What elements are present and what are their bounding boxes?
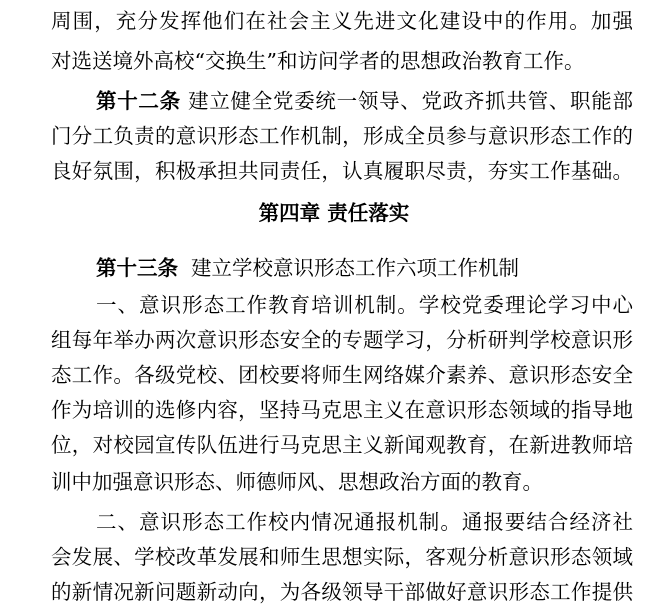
text-line: 二、意识形态工作校内情况通报机制。通报要结合经济社: [96, 510, 633, 534]
text-line: 良好氛围，积极承担共同责任，认真履职尽责，夯实工作基础。: [51, 159, 633, 183]
text-line: 周围，充分发挥他们在社会主义先进文化建设中的作用。加强: [51, 9, 633, 33]
text-line: 组每年举办两次意识形态安全的专题学习，分析研判学校意识形: [51, 328, 633, 352]
text-line: 一、意识形态工作教育培训机制。学校党委理论学习中心: [96, 293, 633, 317]
text-line: 作为培训的选修内容，坚持马克思主义在意识形态领域的指导地: [51, 398, 633, 422]
article-13-line: [96, 256, 633, 280]
text-segment: 建立健全党委统一领导、党政齐抓共管、职能部: [188, 89, 633, 113]
text-segment: 建立学校意识形态工作六项工作机制: [191, 256, 520, 280]
text-line: 位，对校园宣传队伍进行马克思主义新闻观教育，在新进教师培: [51, 433, 633, 457]
article-number: 第十三条: [96, 256, 178, 280]
chapter-heading: 第四章 责任落实: [258, 201, 410, 225]
text-line: 态工作。各级党校、团校要将师生网络媒介素养、意识形态安全: [51, 363, 633, 387]
article-number: 第十二条: [96, 89, 181, 113]
text-line: 对选送境外高校“交换生”和访问学者的思想政治教育工作。: [51, 49, 585, 73]
article-12-line: [96, 89, 633, 113]
text-line: 训中加强意识形态、师德师风、思想政治方面的教育。: [51, 470, 543, 494]
text-line: 的新情况新问题新动向，为各级领导干部做好意识形态工作提供: [51, 580, 633, 604]
text-line: 门分工负责的意识形态工作机制，形成全员参与意识形态工作的: [51, 124, 633, 148]
text-line: 会发展、学校改革发展和师生思想实际，客观分析意识形态领域: [51, 545, 633, 569]
